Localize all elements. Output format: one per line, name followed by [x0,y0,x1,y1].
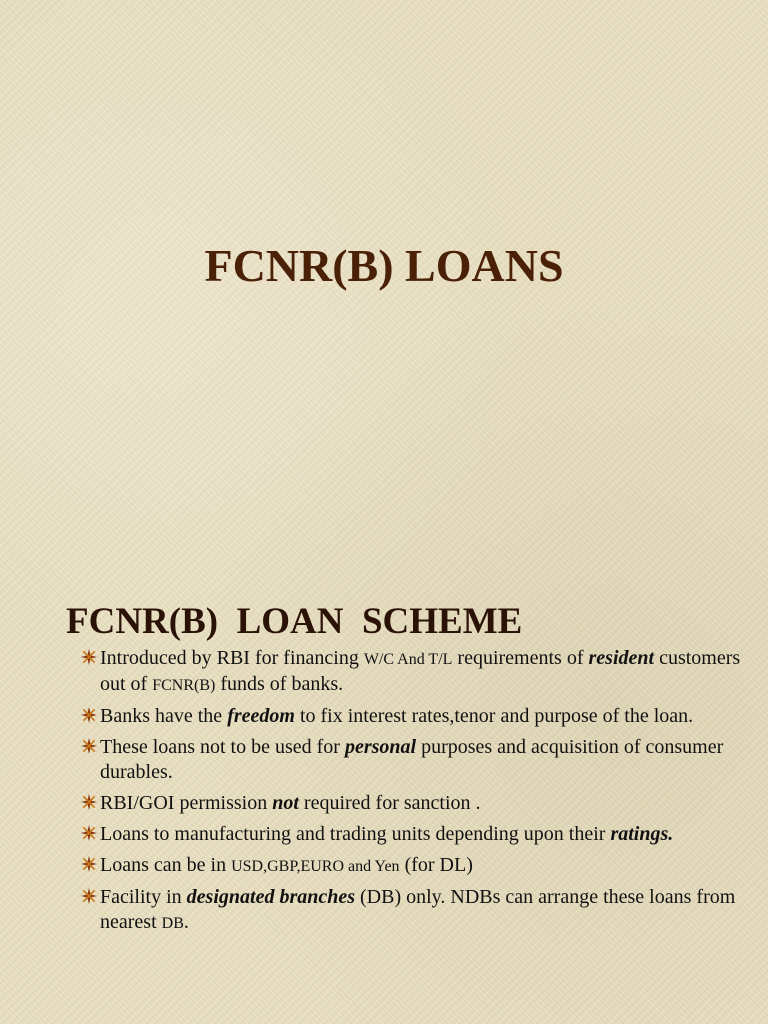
star-bullet-icon [80,706,98,724]
loan-scheme-section [66,600,746,942]
star-bullet-icon [80,887,98,905]
star-bullet-icon [80,824,98,842]
bullet-list [66,646,746,936]
star-bullet-icon [80,793,98,811]
list-item: Introduced by RBI for financing W/C And T/L requirements of resident customers out of FCNR(B) funds of banks. [66,646,746,698]
star-bullet-icon [80,737,98,755]
list-item: RBI/GOI permission not required for sanction . [66,791,746,816]
list-item: Loans to manufacturing and trading units depending upon their ratings. [66,822,746,847]
star-bullet-icon [80,648,98,666]
list-item: Banks have the freedom to fix interest rates,tenor and purpose of the loan. [66,704,746,729]
slide-title: FCNR(B) LOANS [204,240,564,291]
list-item: Loans can be in USD,GBP,EURO and Yen (for DL) [66,853,746,879]
star-bullet-icon [80,855,98,873]
list-item: These loans not to be used for personal purposes and acquisition of consumer durables. [66,735,746,785]
list-item: Facility in designated branches (DB) only. NDBs can arrange these loans from nearest DB. [66,885,746,936]
section-heading: FCNR(B) LOAN SCHEME [66,601,523,642]
